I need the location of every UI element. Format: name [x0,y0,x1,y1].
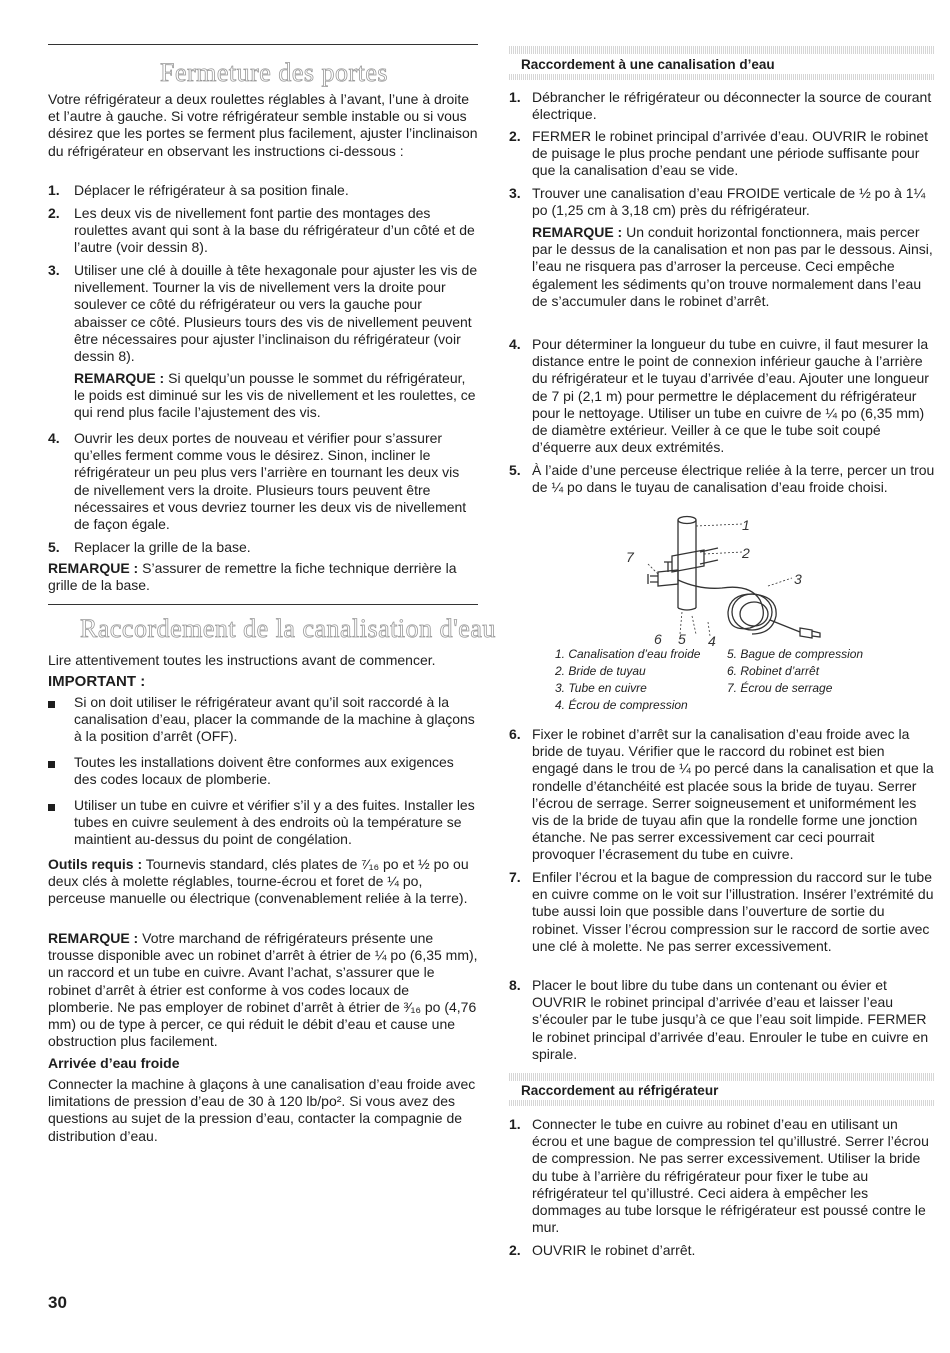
note-kit [48,930,478,1050]
intro-paragraph: Votre réfrigérateur a deux roulettes réglables à l’avant, l’une à droite et l’autre à gauche. Si votre réfrigérateur semble instable ou si vous désirez que les portes se ferment plus facilement, ajuster l’inclinaison du réfrigérateur en observant les instructions ci-dessous : [48,91,478,159]
legend-item: 3. Tube en cuivre [555,681,647,695]
cold-water-text: Connecter la machine à glaçons à une canalisation d’eau froide avec limitations de pression d’eau de 30 à 120 lb/po². Si vous avez des questions au sujet de la pression d’eau, contacter la compagnie de distribution d’eau. [48,1076,476,1144]
tools-text: Tournevis standard, clés plates de ⁷⁄₁₆ po et ½ po ou deux clés à molette réglables, tourne-écrou et foret de ¼ po, perceuse manuelle ou électrique (convenablement reliée à la terre). [48,856,469,907]
step-text: Utiliser une clé à douille à tête hexagonale pour ajuster les vis de nivellement. Tourner la vis de nivellement vers la droite pour soulever ce côté du réfrigérateur ou vers la gauche pour abaisser ce côté. Plusieurs tours des vis de nivellement peuvent être nécessaires pour ajuster l’inclinaison du réfrigérateur (voir dessin 8). [74,262,478,365]
legend-item: 4. Écrou de compression [555,698,688,712]
note-label: REMARQUE : [532,224,623,240]
legend-item: 5. Bague de compression [727,647,864,661]
bullet-text: Toutes les installations doivent être conformes aux exigences des codes locaux de plomberie. [74,754,454,788]
pipe-clamp [672,550,704,572]
step-number: 5. [509,462,521,478]
step-number: 2. [48,205,60,221]
step-number: 2. [509,1242,521,1258]
diagram-callout: 3 [794,571,802,587]
top-rule-left [48,44,478,45]
header-bar-canalisation-bottom [509,74,935,80]
note-text: Votre marchand de réfrigérateurs présente une trousse disponible avec un robinet d’arrêt à étrier de ¼ po (6,35 mm), un raccord et un tube en cuivre. Avant l’achat, s’assurer que le robinet d’arrêt à étrier est conforme à vos codes locaux de plomberie. Ne pas employer de robinet d’arrêt à étrier de ³⁄₁₆ po (4,76 mm) ou de type à percer, ce qui réduit le débit d’eau et cause une obstruction plus facilement. [48,930,478,1050]
step-text: À l’aide d’une perceuse électrique reliée à la terre, percer un trou de ¼ po dans le tuyau de canalisation d’eau froide choisi. [532,462,935,496]
note-label: REMARQUE : [48,930,139,946]
step-number: 1. [509,1116,521,1132]
step-text: Connecter le tube en cuivre au robinet d’eau en utilisant un écrou et une bague de compression tel qu’illustré. Serrer l’écrou de compression. Ne pas serrer excessivement. Utiliser la bride du tube à l’arrière du réfrigérateur pour fixer le tube au réfrigérateur tel qu’illustré. Ceci aidera à empêcher les dommages au tube lorsque le réfrigérateur est poussé contre le mur. [532,1116,929,1236]
step-text: Enfiler l’écrou et la bague de compression du raccord sur le tube en cuivre comme on le voit sur l’illustration. Insérer l’extrémité du tube aussi loin que possible dans l’ouverture de sortie du robinet. Visser l’écrou compression sur le raccord de sortie avec une clé à molette. Ne pas serrer excessivement. [532,869,934,954]
header-bar-canalisation [509,46,935,54]
legend-item: 2. Bride de tuyau [555,664,646,678]
header-bar-refrigerateur-bottom [509,1100,935,1106]
step-text: FERMER le robinet principal d’arrivée d’eau. OUVRIR le robinet de puisage le plus proche pendant une période suffisante pour que la canalisation d’eau se vide. [532,128,929,179]
step-text: Débrancher le réfrigérateur ou déconnecter la source de courant électrique. [532,89,932,123]
tools-required [48,856,478,908]
section-title-fermeture: Fermeture des portes [160,58,389,87]
step-text: Pour déterminer la longueur du tube en cuivre, il faut mesurer la distance entre le point de connexion inférieur gauche à l’arrière du réfrigérateur et le tuyau d’arrivée d’eau. Ajouter une longueur de 7 pi (2,1 m) pour permettre le déplacement du réfrigérateur pour le nettoyage. Utiliser un tube en cuivre de ¼ po (6,35 mm) de diamètre extérieur. Veiller à ce que le tube soit coupé d’équerre aux deux extrémités. [532,336,929,456]
note-text: Un conduit horizontal fonctionnera, mais percer par le dessus de la canalisation et non pas par le dessous. Ainsi, l’eau ne risquera pas d’arroser la perceuse. Ceci empêche également les sédiments qu’on trouve normalement dans l’eau de s’accumuler dans le robinet d’arrêt. [532,224,933,309]
step3-note [532,224,935,310]
bullet-text: Utiliser un tube en cuivre et vérifier s’il y a des fuites. Installer les tubes en cuivre seulement à des endroits où la température se maintient au-dessus du point de congélation. [74,797,475,848]
step-number: 4. [509,336,521,352]
step-number: 3. [48,262,60,278]
note-text: Si quelqu’un pousse le sommet du réfrigérateur, le poids est diminué sur les vis de nivellement et les roulettes, ce qui rend plus facile l’ajustement des vis. [74,370,476,421]
step-number: 8. [509,977,521,993]
step-number: 7. [509,869,521,885]
diagram-callout: 2 [742,545,750,561]
diagram-callout: 4 [708,633,716,647]
shutoff-valve [658,570,678,586]
step-text: Ouvrir les deux portes de nouveau et vérifier pour s’assurer qu’elles ferment comme vous le désirez. Sinon, incliner le réfrigérateur un peu plus vers l’arrière en tournant les deux vis de nivellement vers la droite. Plusieurs tours peuvent être nécessaires et vous devriez tourner les deux vis de nivellement de façon égale. [74,430,467,533]
step-number: 1. [48,182,60,198]
compression-ferrule [812,631,820,637]
legend-item: 6. Robinet d’arrêt [727,664,820,678]
step3-note [74,370,478,422]
step-text: Replacer la grille de la base. [74,539,251,555]
section-rule [48,604,478,605]
legend-item: 7. Écrou de serrage [727,681,833,695]
diagram-callout: 5 [678,631,686,647]
note-text: S’assurer de remettre la fiche technique derrière la grille de la base. [48,560,457,594]
step-text: Les deux vis de nivellement font partie des montages des roulettes avant qui sont à la base du réfrigérateur d’un côté et de l’autre (voir dessin 8). [74,205,475,256]
diagram-callout: 7 [626,549,634,565]
important-label: IMPORTANT : [48,673,146,690]
subsection-title-refrigerateur: Raccordement au réfrigérateur [521,1083,719,1098]
note-label: REMARQUE : [48,560,139,576]
step-text: Fixer le robinet d’arrêt sur la canalisation d’eau froide avec la bride de tuyau. Vérifier que le raccord du robinet est bien engagé dans le trou de ¼ po percé dans la canalisation et que la rondelle d’étanchéité est placée sous la bride de tuyau. Serrer l’écrou de serrage. Serrer soigneusement et uniformément les vis de la bride de tuyau afin que la rondelle forme une jonction étanche. Ne pas serrer excessivement car ceci pourrait provoquer l’écrasement du tube en cuivre. [532,726,934,863]
section-title-raccordement: Raccordement de la canalisation d'eau [80,614,496,643]
step-text: OUVRIR le robinet d’arrêt. [532,1242,696,1258]
step-text: Placer le bout libre du tube dans un contenant ou évier et OUVRIR le robinet principal d’arrivée d’eau et laisser l’eau s’écouler par le tube jusqu’à ce que l’eau soit limpide. FERMER le robinet principal d’arrivée d’eau. Enrouler le tube en cuivre en spirale. [532,977,929,1062]
diagram-callout: 1 [742,517,750,533]
water-line-diagram [600,512,840,647]
subsection-title-canalisation: Raccordement à une canalisation d’eau [521,57,775,72]
step-text: Déplacer le réfrigérateur à sa position finale. [74,182,349,198]
bullet-text: Si on doit utiliser le réfrigérateur avant qu’il soit raccordé à la canalisation d’eau, placer la commande de la machine à glaçons à la position d’arrêt (OFF). [74,694,475,745]
note-label: REMARQUE : [74,370,165,386]
step-text: Trouver une canalisation d’eau FROIDE verticale de ½ po à 1¼ po (1,25 cm à 3,18 cm) près du réfrigérateur. [532,185,926,219]
step-number: 6. [509,726,521,742]
step-number: 2. [509,128,521,144]
read-instructions: Lire attentivement toutes les instructions avant de commencer. [48,652,436,668]
compression-nut [800,628,812,638]
header-bar-refrigerateur [509,1073,935,1081]
step-number: 5. [48,539,60,555]
step-number: 1. [509,89,521,105]
step-number: 4. [48,430,60,446]
bullet-marker [48,701,55,708]
step-number: 3. [509,185,521,201]
bullet-marker [48,761,55,768]
note-grille [48,560,478,594]
bullet-marker [48,804,55,811]
diagram-callout: 6 [654,631,662,647]
tools-label: Outils requis : [48,856,143,872]
page-number: 30 [48,1293,67,1312]
legend-item: 1. Canalisation d’eau froide [555,647,701,661]
cold-water-pipe [678,520,696,608]
cold-water-heading: Arrivée d’eau froide [48,1055,180,1071]
copper-tube [678,580,776,634]
